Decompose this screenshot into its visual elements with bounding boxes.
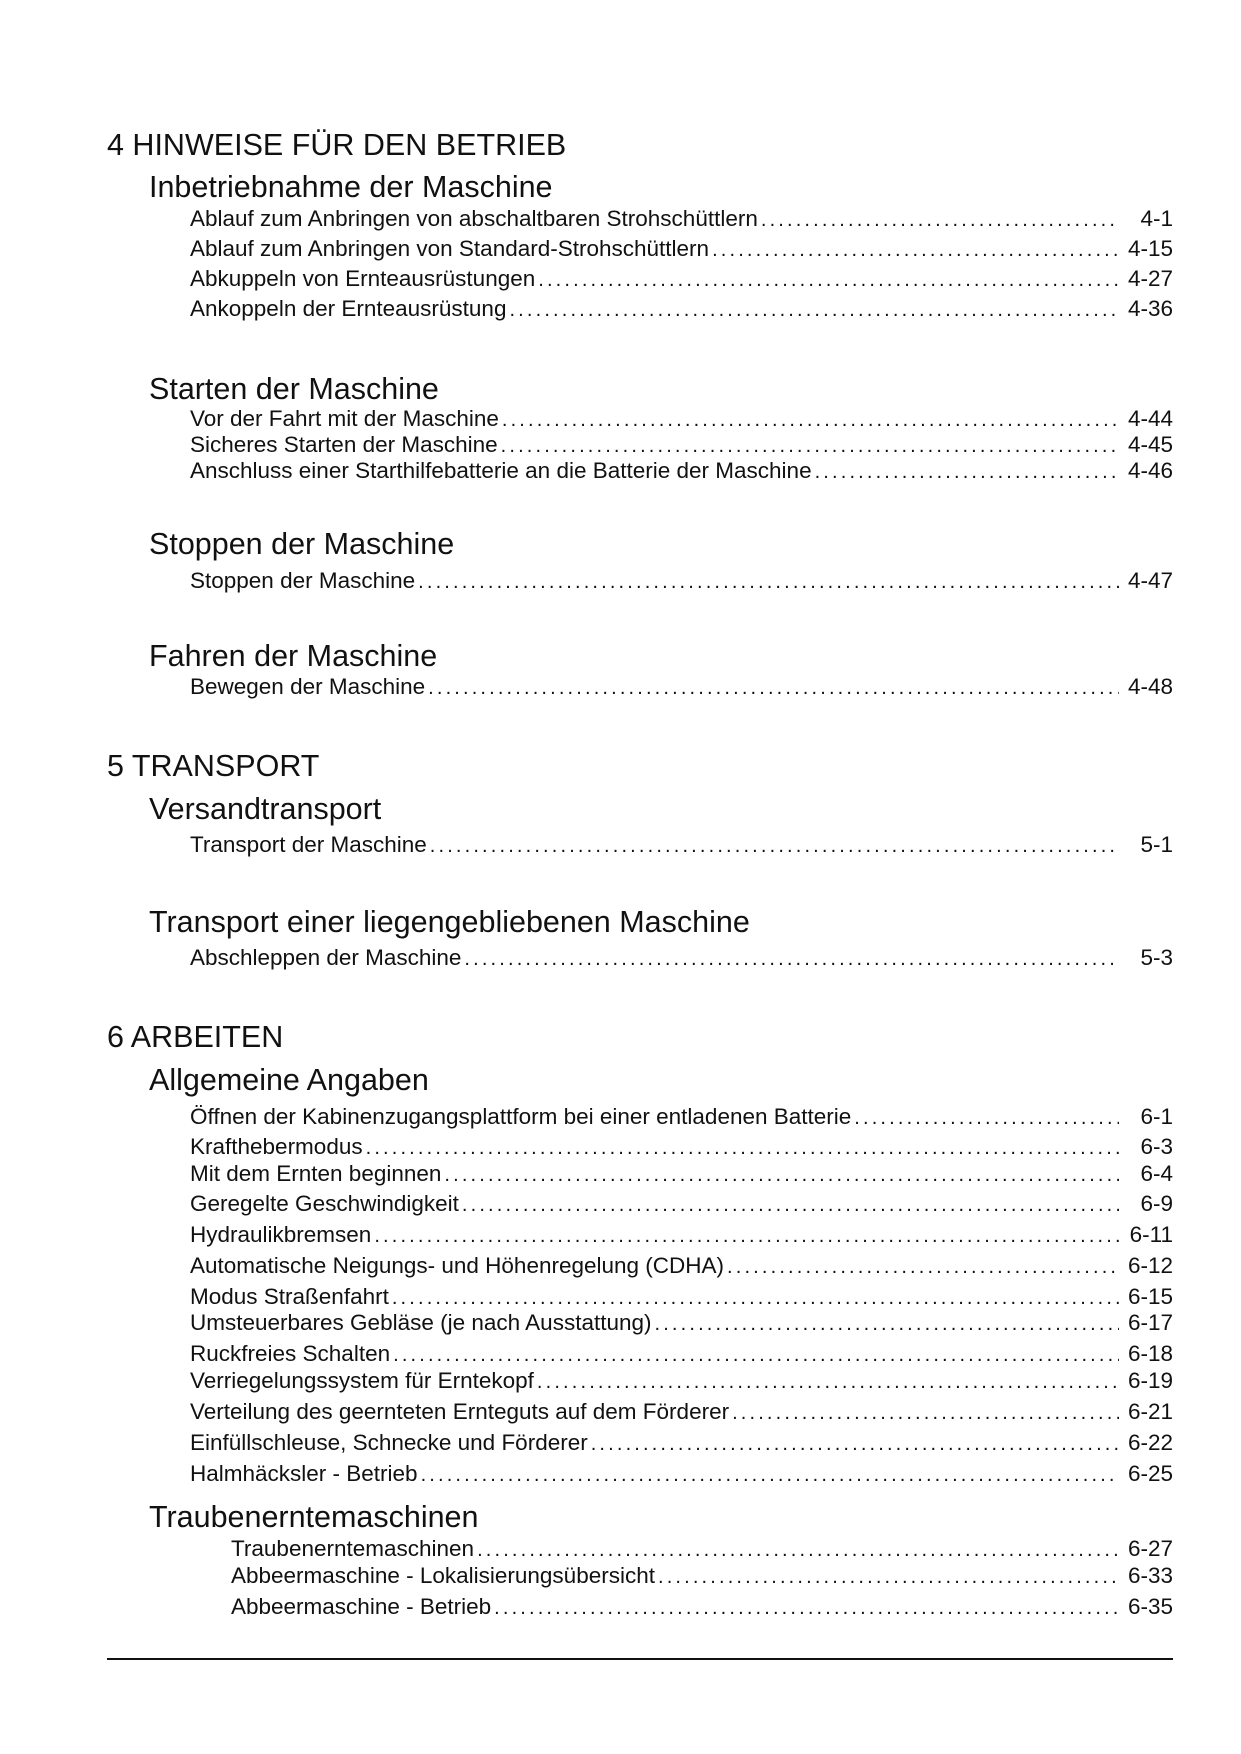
section-heading: Starten der Maschine bbox=[149, 372, 439, 406]
toc-entry[interactable] bbox=[190, 1222, 1173, 1248]
chapter-heading: 6 ARBEITEN bbox=[107, 1020, 284, 1054]
dot-leader bbox=[732, 1399, 1119, 1425]
toc-entry[interactable] bbox=[190, 236, 1173, 262]
toc-entry[interactable] bbox=[190, 832, 1173, 858]
toc-entry[interactable] bbox=[190, 1284, 1173, 1310]
toc-entry-title: Öffnen der Kabinenzugangsplattform bei einer entladenen Batterie bbox=[190, 1104, 852, 1129]
toc-entry-page: 4-45 bbox=[1127, 432, 1173, 457]
toc-entry-page: 6-11 bbox=[1129, 1222, 1173, 1247]
toc-entry-title: Verriegelungssystem für Erntekopf bbox=[190, 1368, 534, 1393]
toc-entry-page: 6-19 bbox=[1127, 1368, 1173, 1393]
toc-entry-title: Umsteuerbares Gebläse (je nach Ausstattung) bbox=[190, 1310, 652, 1335]
dot-leader bbox=[658, 1563, 1119, 1589]
toc-entry[interactable] bbox=[190, 406, 1173, 432]
toc-entry[interactable] bbox=[190, 296, 1173, 322]
toc-entry-title: Bewegen der Maschine bbox=[190, 674, 426, 699]
dot-leader bbox=[418, 568, 1119, 594]
toc-entry-page: 6-1 bbox=[1140, 1104, 1173, 1129]
toc-entry[interactable] bbox=[190, 206, 1173, 232]
dot-leader bbox=[366, 1134, 1119, 1160]
toc-entry-title: Automatische Neigungs- und Höhenregelung (CDHA) bbox=[190, 1253, 725, 1278]
toc-entry-title: Ablauf zum Anbringen von Standard-Strohschüttlern bbox=[190, 236, 710, 261]
section-heading: Fahren der Maschine bbox=[149, 639, 438, 673]
toc-entry[interactable] bbox=[231, 1536, 1173, 1562]
toc-entry[interactable] bbox=[190, 1341, 1173, 1367]
toc-entry[interactable] bbox=[190, 1310, 1173, 1336]
dot-leader bbox=[537, 1368, 1119, 1394]
toc-entry-title: Abschleppen der Maschine bbox=[190, 945, 462, 970]
toc-entry[interactable] bbox=[190, 1368, 1173, 1394]
toc-entry-title: Ablauf zum Anbringen von abschaltbaren Strohschüttlern bbox=[190, 206, 758, 231]
dot-leader bbox=[374, 1222, 1119, 1248]
section-heading: Traubenerntemaschinen bbox=[149, 1500, 479, 1534]
section-heading: Versandtransport bbox=[149, 792, 382, 826]
dot-leader bbox=[477, 1536, 1119, 1562]
section-heading: Stoppen der Maschine bbox=[149, 527, 455, 561]
toc-entry-title: Abkuppeln von Ernteausrüstungen bbox=[190, 266, 536, 291]
toc-entry[interactable] bbox=[231, 1563, 1173, 1589]
toc-entry-title: Einfüllschleuse, Schnecke und Förderer bbox=[190, 1430, 588, 1455]
toc-entry-title: Halmhäcksler - Betrieb bbox=[190, 1461, 418, 1486]
dot-leader bbox=[655, 1310, 1120, 1336]
dot-leader bbox=[815, 458, 1119, 484]
toc-entry-title: Ruckfreies Schalten bbox=[190, 1341, 391, 1366]
toc-entry-page: 6-3 bbox=[1140, 1134, 1173, 1159]
dot-leader bbox=[591, 1430, 1119, 1456]
toc-entry-page: 4-27 bbox=[1127, 266, 1173, 291]
dot-leader bbox=[712, 236, 1119, 262]
toc-entry-page: 6-9 bbox=[1140, 1191, 1173, 1216]
dot-leader bbox=[761, 206, 1119, 232]
toc-entry-title: Abbeermaschine - Lokalisierungsübersicht bbox=[231, 1563, 655, 1588]
toc-entry-page: 4-48 bbox=[1127, 674, 1173, 699]
toc-entry[interactable] bbox=[190, 568, 1173, 594]
toc-entry-title: Verteilung des geernteten Ernteguts auf dem Förderer bbox=[190, 1399, 730, 1424]
dot-leader bbox=[444, 1161, 1119, 1187]
toc-entry-page: 6-35 bbox=[1127, 1594, 1173, 1619]
toc-entry[interactable] bbox=[190, 1430, 1173, 1456]
toc-entry-page: 6-33 bbox=[1127, 1563, 1173, 1588]
toc-entry-title: Abbeermaschine - Betrieb bbox=[231, 1594, 492, 1619]
toc-entry[interactable] bbox=[190, 266, 1173, 292]
dot-leader bbox=[501, 432, 1119, 458]
toc-entry-title: Geregelte Geschwindigkeit bbox=[190, 1191, 459, 1216]
dot-leader bbox=[464, 945, 1119, 971]
toc-entry[interactable] bbox=[190, 1104, 1173, 1130]
dot-leader bbox=[430, 832, 1119, 858]
toc-entry[interactable] bbox=[190, 1191, 1173, 1217]
toc-entry-page: 4-1 bbox=[1140, 206, 1173, 231]
toc-entry[interactable] bbox=[190, 674, 1173, 700]
toc-entry[interactable] bbox=[190, 1161, 1173, 1187]
toc-entry[interactable] bbox=[190, 1399, 1173, 1425]
toc-entry-page: 4-44 bbox=[1127, 406, 1173, 431]
toc-entry-page: 6-22 bbox=[1127, 1430, 1173, 1455]
toc-entry-title: Traubenerntemaschinen bbox=[231, 1536, 475, 1561]
toc-entry-title: Krafthebermodus bbox=[190, 1134, 363, 1159]
section-heading: Inbetriebnahme der Maschine bbox=[149, 170, 553, 204]
toc-entry[interactable] bbox=[190, 945, 1173, 971]
dot-leader bbox=[854, 1104, 1119, 1130]
toc-entry-page: 6-12 bbox=[1127, 1253, 1173, 1278]
toc-entry[interactable] bbox=[190, 1253, 1173, 1279]
dot-leader bbox=[428, 674, 1119, 700]
dot-leader bbox=[462, 1191, 1119, 1217]
toc-entry[interactable] bbox=[190, 458, 1173, 484]
toc-entry-page: 4-46 bbox=[1127, 458, 1173, 483]
toc-entry-page: 6-4 bbox=[1140, 1161, 1173, 1186]
toc-entry[interactable] bbox=[231, 1594, 1173, 1620]
toc-entry[interactable] bbox=[190, 1461, 1173, 1487]
toc-entry-title: Anschluss einer Starthilfebatterie an die Batterie der Maschine bbox=[190, 458, 812, 483]
chapter-heading: 4 HINWEISE FÜR DEN BETRIEB bbox=[107, 128, 567, 162]
toc-entry-page: 5-3 bbox=[1140, 945, 1173, 970]
section-heading: Transport einer liegengebliebenen Maschine bbox=[149, 905, 750, 939]
footer-rule bbox=[107, 1658, 1173, 1660]
toc-entry-title: Hydraulikbremsen bbox=[190, 1222, 372, 1247]
toc-entry-title: Sicheres Starten der Maschine bbox=[190, 432, 498, 457]
dot-leader bbox=[392, 1284, 1119, 1310]
toc-entry-title: Modus Straßenfahrt bbox=[190, 1284, 389, 1309]
toc-entry-page: 6-18 bbox=[1127, 1341, 1173, 1366]
toc-entry-page: 6-15 bbox=[1127, 1284, 1173, 1309]
toc-entry-page: 4-15 bbox=[1127, 236, 1173, 261]
toc-entry[interactable] bbox=[190, 1134, 1173, 1160]
dot-leader bbox=[538, 266, 1119, 292]
toc-entry[interactable] bbox=[190, 432, 1173, 458]
dot-leader bbox=[502, 406, 1119, 432]
toc-entry-page: 6-21 bbox=[1127, 1399, 1173, 1424]
toc-entry-page: 6-27 bbox=[1127, 1536, 1173, 1561]
section-heading: Allgemeine Angaben bbox=[149, 1063, 429, 1097]
dot-leader bbox=[494, 1594, 1119, 1620]
dot-leader bbox=[509, 296, 1119, 322]
toc-entry-page: 4-36 bbox=[1127, 296, 1173, 321]
toc-entry-title: Vor der Fahrt mit der Maschine bbox=[190, 406, 499, 431]
dot-leader bbox=[393, 1341, 1119, 1367]
toc-entry-page: 6-25 bbox=[1127, 1461, 1173, 1486]
toc-entry-title: Mit dem Ernten beginnen bbox=[190, 1161, 442, 1186]
chapter-heading: 5 TRANSPORT bbox=[107, 749, 320, 783]
dot-leader bbox=[421, 1461, 1119, 1487]
toc-entry-title: Ankoppeln der Ernteausrüstung bbox=[190, 296, 507, 321]
toc-entry-title: Stoppen der Maschine bbox=[190, 568, 416, 593]
toc-entry-page: 4-47 bbox=[1127, 568, 1173, 593]
toc-entry-title: Transport der Maschine bbox=[190, 832, 427, 857]
dot-leader bbox=[727, 1253, 1119, 1279]
toc-entry-page: 6-17 bbox=[1127, 1310, 1173, 1335]
toc-entry-page: 5-1 bbox=[1140, 832, 1173, 857]
